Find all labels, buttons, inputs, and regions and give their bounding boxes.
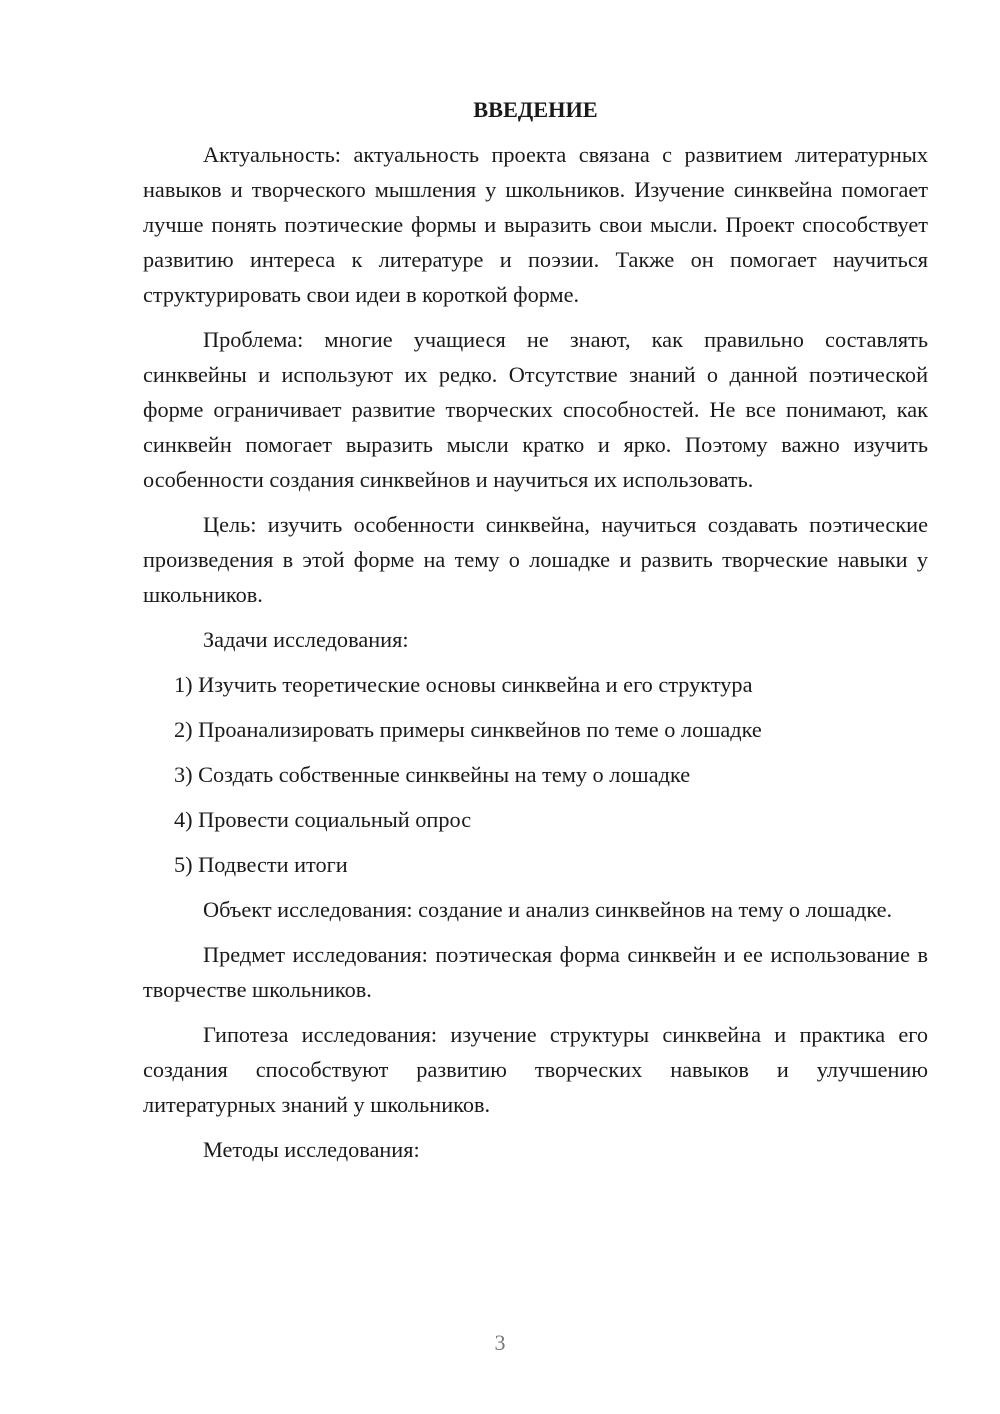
paragraph-subject: Предмет исследования: поэтическая форма синквейн и ее использование в творчестве школьников. bbox=[143, 942, 928, 1002]
paragraph-goal: Цель: изучить особенности синквейна, научиться создавать поэтические произведения в этой форме на тему о лошадке и развить творческие навыки у школьников. bbox=[143, 512, 928, 607]
task-item-3: 3) Создать собственные синквейны на тему о лошадке bbox=[174, 762, 691, 787]
tasks-heading: Задачи исследования: bbox=[203, 627, 409, 652]
paragraph-problem: Проблема: многие учащиеся не знают, как правильно составлять синквейны и используют их редко. Отсутствие знаний о данной поэтической форме ограничивает развитие творческих способностей. Не все понимают, как синквейн помогает выразить мысли кратко и ярко. Поэтому важно изучить особенности создания синквейнов и научиться их использовать. bbox=[143, 327, 928, 492]
paragraph-hypothesis: Гипотеза исследования: изучение структуры синквейна и практика его создания способствуют развитию творческих навыков и улучшению литературных знаний у школьников. bbox=[143, 1022, 928, 1117]
paragraph-relevance: Актуальность: актуальность проекта связана с развитием литературных навыков и творческого мышления у школьников. Изучение синквейна помогает лучше понять поэтические формы и выразить свои мысли. Проект способствует развитию интереса к литературе и поэзии. Также он помогает научиться структурировать свои идеи в короткой форме. bbox=[143, 142, 928, 307]
page-content bbox=[143, 92, 928, 1177]
task-item-4: 4) Провести социальный опрос bbox=[174, 807, 472, 832]
task-item-1: 1) Изучить теоретические основы синквейна и его структура bbox=[174, 672, 753, 697]
methods-heading: Методы исследования: bbox=[203, 1137, 420, 1162]
paragraph-object: Объект исследования: создание и анализ синквейнов на тему о лошадке. bbox=[203, 897, 893, 922]
task-item-5: 5) Подвести итоги bbox=[174, 852, 348, 877]
task-item-2: 2) Проанализировать примеры синквейнов по теме о лошадке bbox=[174, 717, 762, 742]
tasks-list bbox=[143, 667, 928, 882]
page-title: ВВЕДЕНИЕ bbox=[473, 97, 598, 122]
page-number: 3 bbox=[494, 1330, 506, 1355]
